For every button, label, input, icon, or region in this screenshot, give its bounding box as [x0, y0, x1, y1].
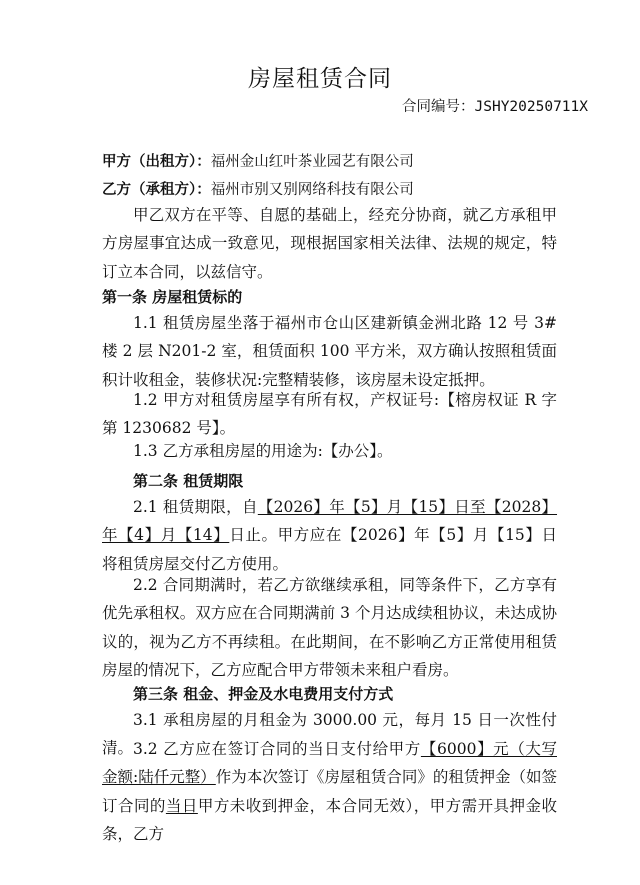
clause-1-2: 1.2 甲方对租赁房屋享有所有权，产权证号:【榕房权证 R 字第 1230682 号】。 — [102, 391, 557, 438]
clause-2-2: 2.2 合同期满时，若乙方欲继续承租，同等条件下，乙方享有优先承租权。双方应在合同期满前 3 个月达成续租协议，未达成协议的，视为乙方不再续租。在此期间，在不影响乙方正常使用租赁房屋的情况下，乙方应配合甲方带领未来租户看房。 — [102, 576, 557, 680]
clause-2-1-intro: 2.1 租赁期限，自 — [133, 498, 258, 516]
party-a-name: 福州金山红叶茶业园艺有限公司 — [210, 154, 414, 170]
clause-3-2-intro: 3.2 乙方应在签订合同的当日支付给甲方 — [133, 740, 421, 758]
party-b-label: 乙方（承租方）： — [102, 182, 211, 198]
party-b — [102, 178, 414, 199]
clause-2-1 — [102, 493, 557, 578]
party-b-name: 福州市别又别网络科技有限公司 — [210, 182, 414, 198]
party-a-label: 甲方（出租方）： — [102, 154, 211, 170]
deposit-amount: 【6000】元（大写金额:陆仟元整） — [102, 740, 557, 787]
article-1-heading: 第一条 房屋租赁标的 — [102, 288, 243, 306]
same-day-text: 当日 — [165, 796, 198, 815]
clause-3-2 — [102, 735, 557, 849]
contract-number-label: 合同编号： — [402, 99, 475, 115]
party-a — [102, 150, 414, 171]
clause-1-3: 1.3 乙方承租房屋的用途为:【办公】。 — [133, 442, 393, 460]
clause-3-1: 3.1 承租房屋的月租金为 3000.00 元，每月 15 日一次性付清。 — [102, 711, 557, 758]
preamble-paragraph: 甲乙双方在平等、自愿的基础上，经充分协商，就乙方承租甲方房屋事宜达成一致意见，现根据国家相关法律、法规的规定，特订立本合同，以兹信守。 — [102, 206, 557, 281]
clause-3-2-rest: 甲方未收到押金，本合同无效），甲方需开具押金收条，乙方 — [102, 796, 557, 844]
article-3-heading: 第三条 租金、押金及水电费用支付方式 — [133, 685, 394, 703]
contract-number — [402, 95, 588, 116]
article-2-heading: 第二条 租赁期限 — [133, 472, 244, 490]
clause-1-1: 1.1 租赁房屋坐落于福州市仓山区建新镇金洲北路 12 号 3#楼 2 层 N201-2 室，租赁面积 100 平方米，双方确认按照租赁面积计收租金，装修状况:完整精装修，该房屋未设定抵押。 — [102, 314, 557, 389]
clause-2-1-rest: 日止。甲方应在【2026】年【5】月【15】日将租赁房屋交付乙方使用。 — [102, 526, 557, 573]
lease-period: 【2026】年【5】月【15】日至【2028】年【4】月【14】 — [102, 498, 558, 545]
clause-3-2-middle: 作为本次签订《房屋租赁合同》的租赁押金（如签订合同的 — [102, 768, 557, 815]
document-title: 房屋租赁合同 — [248, 66, 392, 92]
contract-number-value: JSHY20250711X — [474, 99, 588, 115]
